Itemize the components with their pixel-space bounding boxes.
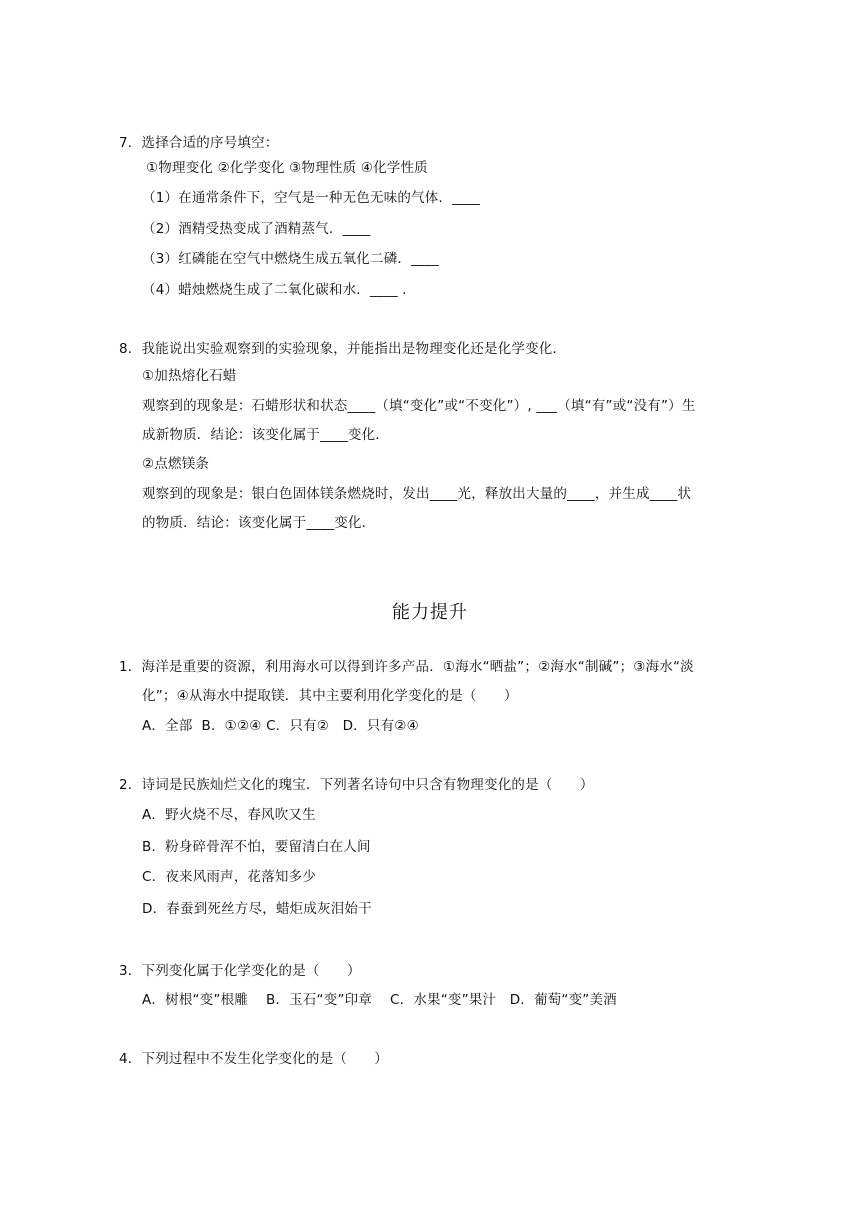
p2-option-c: C．夜来风雨声，花落知多少 xyxy=(142,869,317,885)
q8-part2-line2: 的物质．结论：该变化属于____变化． xyxy=(142,515,376,531)
q7-item-2: （2）酒精受热变成了酒精蒸气．____ xyxy=(142,221,371,237)
q8-part1-line1: 观察到的现象是：石蜡形状和状态____（填“变化”或“不变化”）, ___（填“有”或“没有”）生 xyxy=(142,398,696,414)
p1-options: A．全部 B．①②④ C．只有② D．只有②④ xyxy=(142,718,419,734)
q7-item-1: （1）在通常条件下，空气是一种无色无味的气体．____ xyxy=(142,190,480,206)
q7-options: ①物理变化 ②化学变化 ③物理性质 ④化学性质 xyxy=(146,160,428,176)
q8-part1-line2: 成新物质．结论：该变化属于____变化． xyxy=(142,427,389,443)
q8-stem: 8．我能说出实验观察到的实验现象，并能指出是物理变化还是化学变化． xyxy=(119,341,567,357)
q8-part2-line1: 观察到的现象是：银白色固体镁条燃烧时，发出____光，释放出大量的____，并生成____状 xyxy=(142,486,692,502)
q7-item-4: （4）蜡烛燃烧生成了二氧化碳和水．____ ． xyxy=(142,282,416,298)
p3-options: A．树根“变”根雕 B．玉石“变”印章 C．水果“变”果汁 D．葡萄“变”美酒 xyxy=(142,992,617,1008)
q7-item-3: （3）红磷能在空气中燃烧生成五氧化二磷．____ xyxy=(142,251,439,267)
q7-stem: 7．选择合适的序号填空： xyxy=(119,135,279,151)
p2-option-b: B．粉身碎骨浑不怕，要留清白在人间 xyxy=(142,839,371,855)
p2-option-d: D．春蚕到死丝方尽，蜡炬成灰泪始干 xyxy=(142,901,372,917)
p1-stem-line2: 化”；④从海水中提取镁．其中主要利用化学变化的是（ ） xyxy=(142,688,518,704)
section-title: 能力提升 xyxy=(392,602,468,623)
p3-stem: 3．下列变化属于化学变化的是（ ） xyxy=(119,963,361,979)
p2-option-a: A．野火烧不尽，春风吹又生 xyxy=(142,807,316,823)
p4-stem: 4．下列过程中不发生化学变化的是（ ） xyxy=(119,1051,389,1067)
p1-stem-line1: 1．海洋是重要的资源，利用海水可以得到许多产品．①海水“晒盐”；②海水“制碱”；③海水“淡 xyxy=(119,659,694,675)
q8-part2-title: ②点燃镁条 xyxy=(142,456,210,472)
p2-stem: 2．诗词是民族灿烂文化的瑰宝．下列著名诗句中只含有物理变化的是（ ） xyxy=(119,777,594,793)
q8-part1-title: ①加热熔化石蜡 xyxy=(142,368,237,384)
